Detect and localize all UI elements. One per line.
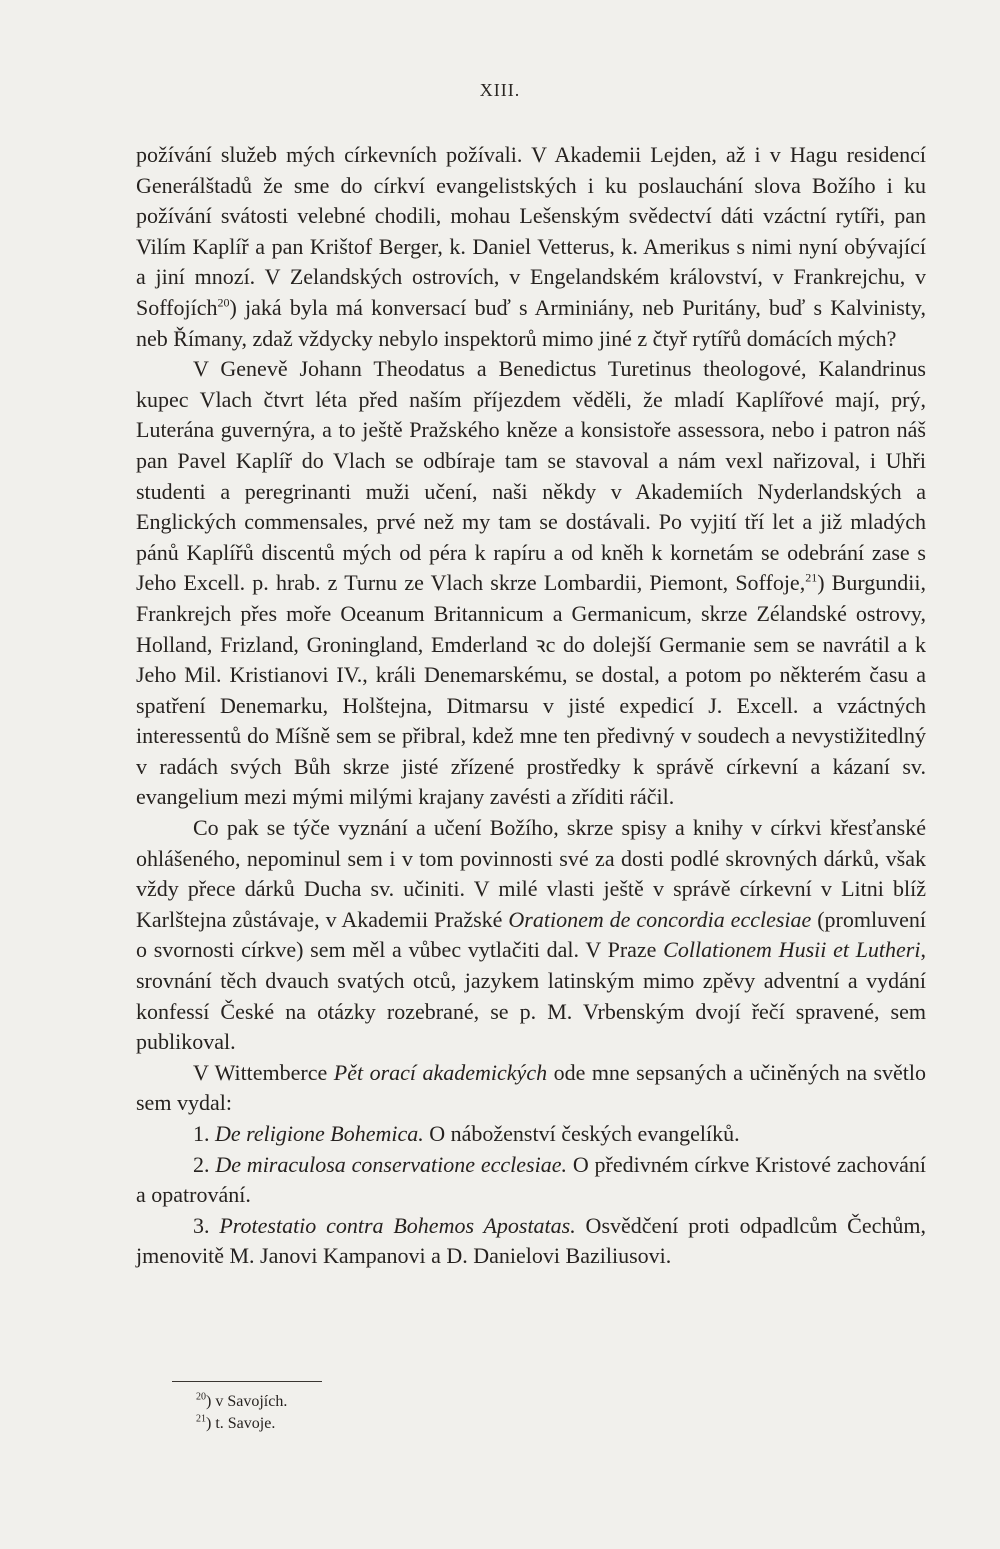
latin-title: Collationem Husii et Lutheri bbox=[663, 937, 921, 963]
paragraph-4: V Wittemberce Pět orací akademických ode mne sepsaných a učiněných na světlo sem vydal: bbox=[136, 1059, 927, 1116]
body-text bbox=[136, 140, 926, 1272]
footnote: $^{20}$) v Savojích. bbox=[196, 1391, 288, 1410]
list-item: 1. De religione Bohemica. O náboženství českých evangelíků. bbox=[193, 1121, 740, 1146]
footnotes bbox=[196, 1391, 287, 1435]
paragraph-2: V Genevě Johann Theodatus a Benedictus Turetinus theologové, Kalandrinus kupec Vlach čtvrt léta před naším příjezdem věděli, že mladí Kaplířové mají, prý, Luterána guvernýra, a to ještě Pražského kněze a konsistoře assessora, nebo i patron náš pan Pavel Kaplíř do Vlach se odbíraje tam se stavoval a nám vexl nařizoval, i Uhři studenti a peregrinanti muži učení, naši někdy v Akademiích Nyderlandských a Englických commensales, prvé než my tam se dostávali. Po vyjití tří let a již mladých pánů Kaplířů discentů mých od péra k rapíru a od kněh k kornetám se odebrání zase s Jeho Excell. p. hrab. z Turnu ze Vlach skrze Lombardii, Piemont, Soffoje,$^{21}$) Burgundii, Frankrejch přes moře Oceanum Britannicum a Germanicum, skrze Zélandské ostrovy, Holland, Frizland, Groningland, Emderland ꝛc do dolejší Germanie sem se navrátil a k Jeho Mil. Kristianovi IV., králi Denemarskému, se dostal, a potom po některém času a spatření Denemarku, Holštejna, Ditmarsu v jisté expedicí J. Excell. a vzáctných interessentů do Míšně sem se přibral, kdež mne ten předivný v soudech a nevystižitedlný v radách svých Bůh skrze jisté zřízené prostředky k správě církevní a kázaní sv. evangelium mezi mými milými krajany zavésti a zříditi ráčil. bbox=[136, 356, 926, 810]
paragraph-1: požívání služeb mých církevních požívali. V Akademii Lejden, až i v Hagu residencí Generálštadů že sme do církví evangelistských i ku poslauchání slova Božího i ku požívání svátosti velebné chodili, mohau Lešenským svědectví dáti vzáctní rytíři, pan Vilím Kaplíř a pan Krištof Berger, k. Daniel Vetterus, k. Amerikus s nimi nyní obývající a jiní mnozí. V Zelandských ostrovích, v Engelandském království, v Frankrejchu, v Soffojích$^{20}$) jaká byla má konversací buď s Arminiány, neb Puritány, buď s Kalvinisty, neb Římany, zdaž vždycky nebylo inspektorů mimo jiné z čtyř rytířů domácích mých? bbox=[136, 142, 926, 351]
work-title: Pět orací akademických bbox=[333, 1059, 548, 1085]
paragraph-3: Co pak se týče vyznání a učení Božího, skrze spisy a knihy v církvi křesťanské ohlášeného, nepominul sem i v tom povinnosti své za dosti podlé skrovných dárků, však vždy přece dárků Ducha sv. učiniti. V milé vlasti ještě v správě církevní v Litni blíž Karlštejna zůstávaje, v Akademii Pražské Orationem de concordia ecclesiae (promluvení o svornosti církve) sem měl a vůbec vytlačiti dal. V Praze Collationem Husii et Lutheri, srovnání těch dvauch svatých otců, jazykem latinským mimo zpěvy adventní a vydání konfessí České na otázky rozebrané, se p. M. Vrbenským dvojí řečí spravené, sem publikoval. bbox=[136, 815, 926, 1055]
page-number: XIII. bbox=[479, 80, 521, 100]
latin-title: Orationem de concordia ecclesiae bbox=[508, 906, 812, 932]
footnote-ref-21: 21 bbox=[805, 570, 818, 585]
list-item: 3. Protestatio contra Bohemos Apostatas. Osvědčení proti odpadlcům Čechům, jmenovitě M. Janovi Kampanovi a D. Danielovi Baziliusovi. bbox=[136, 1212, 926, 1269]
list-item-title: De religione Bohemica. bbox=[215, 1121, 424, 1146]
footnote-divider bbox=[172, 1381, 322, 1382]
footnote-ref-20: 20 bbox=[217, 295, 230, 310]
list-item: 2. De miraculosa conservatione ecclesiae. O předivném církve Kristové zachování a opatrování. bbox=[136, 1151, 926, 1208]
list-item-title: Protestatio contra Bohemos Apostatas. bbox=[219, 1212, 576, 1238]
footnote: $^{21}$) t. Savoje. bbox=[196, 1413, 276, 1432]
list-item-title: De miraculosa conservatione ecclesiae. bbox=[215, 1151, 567, 1177]
